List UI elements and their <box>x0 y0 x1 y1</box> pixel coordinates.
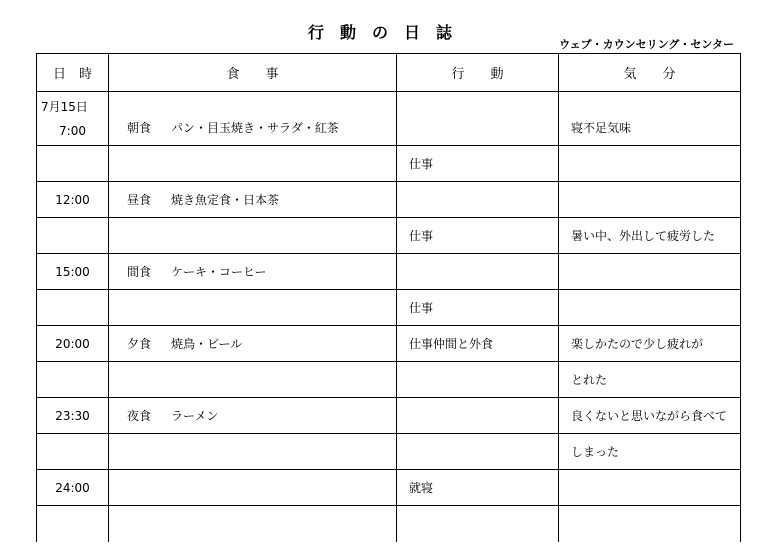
meal-cell <box>109 290 397 326</box>
time-cell: 15:00 <box>37 254 109 290</box>
time-label: 7:00 <box>59 123 86 138</box>
mood-cell <box>559 182 741 218</box>
header-action: 行 動 <box>397 54 559 92</box>
table-row <box>37 362 741 398</box>
action-cell: 仕事 <box>397 290 559 326</box>
meal-items: ラーメン <box>171 409 219 423</box>
time-cell <box>37 362 109 398</box>
mood-cell <box>559 146 741 182</box>
mood-cell: 楽しかたので少し疲れが <box>559 326 741 362</box>
time-cell: 20:00 <box>37 326 109 362</box>
action-cell <box>397 254 559 290</box>
meal-cell <box>109 434 397 470</box>
time-cell: 12:00 <box>37 182 109 218</box>
time-cell <box>37 434 109 470</box>
table-row <box>37 398 741 434</box>
action-cell <box>397 92 559 146</box>
action-cell: 仕事 <box>397 218 559 254</box>
time-cell <box>37 506 109 543</box>
mood-cell <box>559 506 741 543</box>
meal-items: パン・目玉焼き・サラダ・紅茶 <box>171 121 339 135</box>
meal-cell <box>109 92 397 146</box>
organization-name: ウェブ・カウンセリング・センター <box>559 38 734 51</box>
meal-cell <box>109 398 397 434</box>
meal-cell <box>109 470 397 506</box>
meal-items: ケーキ・コーヒー <box>171 265 267 279</box>
action-cell <box>397 434 559 470</box>
header-row <box>37 54 741 92</box>
table-row <box>37 326 741 362</box>
mood-cell <box>559 470 741 506</box>
action-cell: 就寝 <box>397 470 559 506</box>
table-row <box>37 290 741 326</box>
mood-cell <box>559 290 741 326</box>
datetime-cell <box>37 92 109 146</box>
meal-type: 朝食 <box>127 121 152 135</box>
date-label: 7月15日 <box>41 99 88 114</box>
table-row <box>37 146 741 182</box>
action-cell <box>397 506 559 543</box>
action-cell <box>397 182 559 218</box>
header-mood: 気 分 <box>559 54 741 92</box>
meal-items: 焼鳥・ビール <box>171 337 243 351</box>
mood-cell: 寝不足気味 <box>559 92 741 146</box>
mood-cell: しまった <box>559 434 741 470</box>
meal-type: 間食 <box>127 265 152 279</box>
mood-cell: 暑い中、外出して疲労した <box>559 218 741 254</box>
meal-cell <box>109 362 397 398</box>
meal-cell <box>109 254 397 290</box>
table-row <box>37 218 741 254</box>
meal-type: 昼食 <box>127 193 152 207</box>
table-row <box>37 470 741 506</box>
action-cell <box>397 398 559 434</box>
meal-cell <box>109 218 397 254</box>
meal-type: 夜食 <box>127 409 152 423</box>
header-datetime: 日 時 <box>37 54 109 92</box>
activity-log-table <box>36 53 741 542</box>
time-cell: 24:00 <box>37 470 109 506</box>
meal-items: 焼き魚定食・日本茶 <box>171 193 280 207</box>
meal-cell <box>109 506 397 543</box>
action-cell: 仕事 <box>397 146 559 182</box>
table-row <box>37 434 741 470</box>
mood-cell <box>559 254 741 290</box>
page-title: 行 動 の 日 誌 <box>307 23 452 42</box>
meal-cell <box>109 182 397 218</box>
time-cell: 23:30 <box>37 398 109 434</box>
meal-cell <box>109 146 397 182</box>
meal-type: 夕食 <box>127 337 152 351</box>
table-row <box>37 506 741 543</box>
meal-cell <box>109 326 397 362</box>
time-cell <box>37 290 109 326</box>
table-row <box>37 254 741 290</box>
header-meal: 食 事 <box>109 54 397 92</box>
table-row <box>37 182 741 218</box>
time-cell <box>37 218 109 254</box>
mood-cell: 良くないと思いながら食べて <box>559 398 741 434</box>
table-row <box>37 92 741 146</box>
action-cell <box>397 362 559 398</box>
mood-cell: とれた <box>559 362 741 398</box>
time-cell <box>37 146 109 182</box>
action-cell: 仕事仲間と外食 <box>397 326 559 362</box>
